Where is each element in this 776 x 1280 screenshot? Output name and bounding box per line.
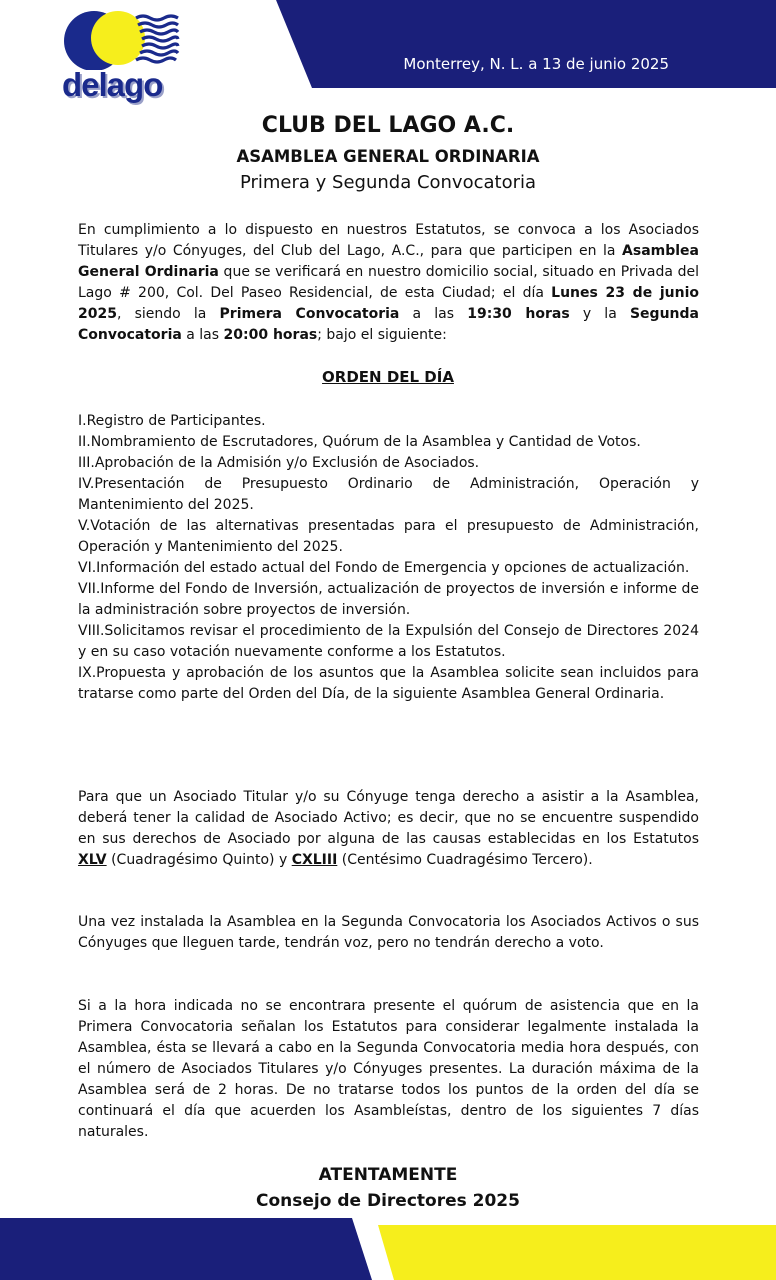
quorum-paragraph: Si a la hora indicada no se encontrara presente el quórum de asistencia que en la Primera Convocatoria señalan los Estatutos para considerar legalmente instalada la Asamblea, ésta se llevará a cabo en la Segunda Convocatoria media hora después, con el número de Asociados Titulares y/o Cónyuges presentes. La duración máxima de la Asamblea será de 2 horas. De no tratarse todos los puntos de la orden del día se continuará el día que acuerden los Asambleístas, dentro de los siguientes 7 días naturales. <box>78 998 699 1140</box>
agenda-item: I.Registro de Participantes. <box>78 413 266 429</box>
rights-paragraph: Para que un Asociado Titular y/o su Cónyuge tenga derecho a asistir a la Asamblea, deberá tener la calidad de Asociado Activo; es decir, que no se encuentre suspendido en sus derechos de Asociado por alguna de las causas establecidas en los Estatutos XLV (Cuadragésimo Quinto) y CXLIII (Centésimo Cuadragésimo Tercero). <box>78 789 699 868</box>
agenda-item: IX.Propuesta y aprobación de los asuntos que la Asamblea solicite sean incluidos para tratarse como parte del Orden del Día, de la siguiente Asamblea General Ordinaria. <box>78 665 699 702</box>
date-line: Monterrey, N. L. a 13 de junio 2025 <box>403 55 669 73</box>
agenda-item: II.Nombramiento de Escrutadores, Quórum de la Asamblea y Cantidad de Votos. <box>78 434 641 450</box>
intro-paragraph: En cumplimiento a lo dispuesto en nuestros Estatutos, se convoca a los Asociados Titulares y/o Cónyuges, del Club del Lago, A.C., para que participen en la Asamblea General Ordinaria que se verificará en nuestro domicilio social, situado en Privada del Lago # 200, Col. Del Paseo Residencial, de esta Ciudad; el día Lunes 23 de junio 2025, siendo la Primera Convocatoria a las 19:30 horas y la Segunda Convocatoria a las 20:00 horas; bajo el siguiente: <box>78 222 700 343</box>
agenda-list <box>78 411 699 705</box>
agenda-item: VII.Informe del Fondo de Inversión, actualización de proyectos de inversión e informe de la administración sobre proyectos de inversión. <box>78 581 699 618</box>
header-band <box>276 0 776 88</box>
signer-name: Consejo de Directores 2025 <box>256 1191 520 1211</box>
agenda-item: IV.Presentación de Presupuesto Ordinario de Administración, Operación y Mantenimiento del 2025. <box>78 476 699 513</box>
logo-sun-waves-icon <box>60 8 182 70</box>
assembly-title: ASAMBLEA GENERAL ORDINARIA <box>236 147 540 166</box>
logo-wordmark: delago <box>62 66 163 103</box>
late-arrivals-paragraph: Una vez instalada la Asamblea en la Segunda Convocatoria los Asociados Activos o sus Cónyuges que lleguen tarde, tendrán voz, pero no tendrán derecho a voto. <box>78 914 699 951</box>
footer-blue-band <box>0 1218 372 1280</box>
agenda-item: VI.Información del estado actual del Fondo de Emergencia y opciones de actualización. <box>78 560 690 576</box>
club-logo <box>60 8 182 103</box>
convocation-subtitle: Primera y Segunda Convocatoria <box>239 172 537 193</box>
closing-salutation: ATENTAMENTE <box>318 1165 458 1185</box>
footer-yellow-band <box>378 1225 776 1280</box>
agenda-item: III.Aprobación de la Admisión y/o Exclusión de Asociados. <box>78 455 480 471</box>
club-title: CLUB DEL LAGO A.C. <box>261 113 515 138</box>
agenda-item: V.Votación de las alternativas presentadas para el presupuesto de Administración, Operación y Mantenimiento del 2025. <box>78 518 699 555</box>
agenda-item: VIII.Solicitamos revisar el procedimiento de la Expulsión del Consejo de Directores 2024 y en su caso votación nuevamente conforme a los Estatutos. <box>78 623 699 660</box>
agenda-title: ORDEN DEL DÍA <box>322 368 454 386</box>
